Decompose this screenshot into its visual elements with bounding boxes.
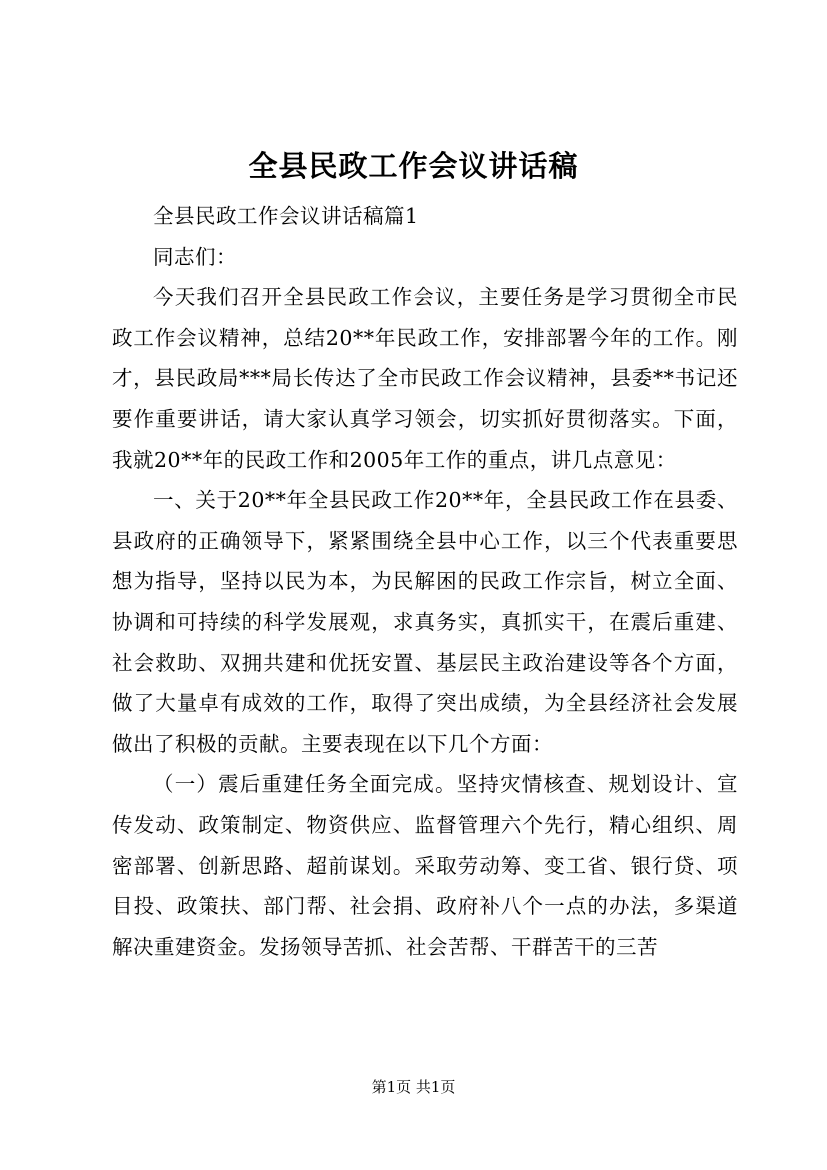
document-body [112, 196, 738, 967]
intro-paragraph: 今天我们召开全县民政工作会议，主要任务是学习贯彻全市民政工作会议精神，总结20**年民政工作，安排部署今年的工作。刚才，县民政局***局长传达了全市民政工作会议精神，县委**书记还要作重要讲话，请大家认真学习领会，切实抓好贯彻落实。下面，我就20**年的民政工作和2005年工作的重点，讲几点意见： [112, 285, 738, 472]
subsection-one-paragraph: （一）震后重建任务全面完成。坚持灾情核查、规划设计、宣传发动、政策制定、物资供应、监督管理六个先行，精心组织、周密部署、创新思路、超前谋划。采取劳动筹、变工省、银行贷、项目投、政策扶、部门帮、社会捐、政府补八个一点的办法，多渠道解决重建资金。发扬领导苦抓、社会苦帮、干群苦干的三苦 [112, 772, 738, 959]
section-one-paragraph: 一、关于20**年全县民政工作20**年，全县民政工作在县委、县政府的正确领导下，紧紧围绕全县中心工作，以三个代表重要思想为指导，坚持以民为本，为民解困的民政工作宗旨，树立全面、协调和可持续的科学发展观，求真务实，真抓实干，在震后重建、社会救助、双拥共建和优抚安置、基层民主政治建设等各个方面，做了大量卓有成效的工作，取得了突出成绩，为全县经济社会发展做出了积极的贡献。主要表现在以下几个方面： [112, 488, 738, 756]
salutation-paragraph: 同志们： [153, 244, 237, 269]
subtitle-paragraph: 全县民政工作会议讲话稿篇1 [153, 204, 419, 228]
document-title: 全县民政工作会议讲话稿 [248, 149, 579, 183]
page-number-footer: 第1页 共1页 [371, 1078, 456, 1096]
